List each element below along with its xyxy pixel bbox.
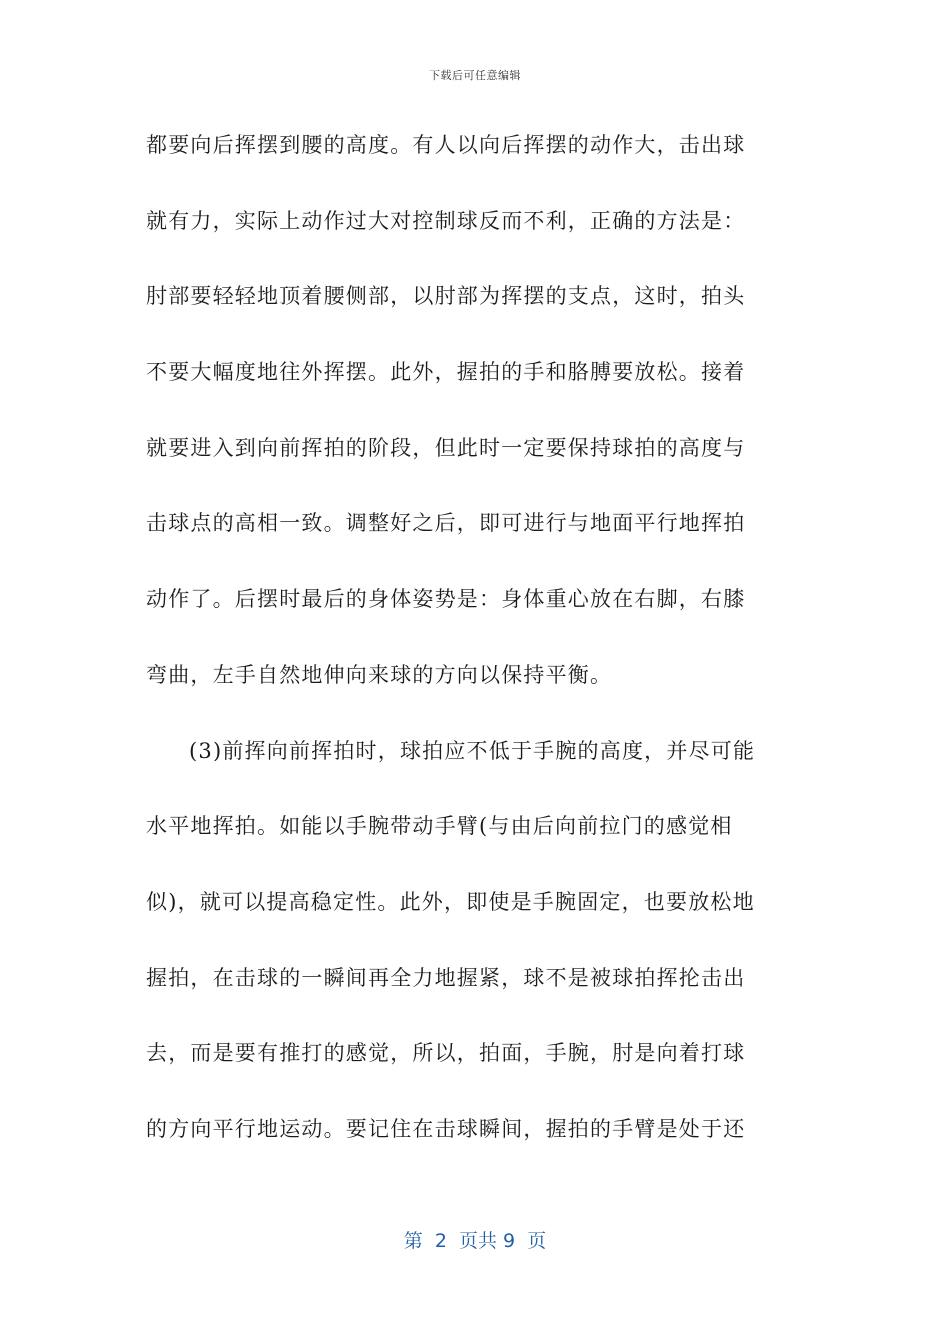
text-line: 就要进入到向前挥拍的阶段，但此时一定要保持球拍的高度与 [146, 435, 746, 460]
header-note: 下载后可任意编辑 [429, 69, 521, 82]
text-line: 都要向后挥摆到腰的高度。有人以向后挥摆的动作大，击出球 [146, 133, 746, 157]
text-line: 就有力，实际上动作过大对控制球反而不利，正确的方法是： [146, 208, 746, 233]
text-line: 去，而是要有推打的感觉，所以，拍面，手腕，肘是向着打球 [146, 1041, 746, 1066]
text-line: 不要大幅度地往外挥摆。此外，握拍的手和胳膊要放松。接着 [146, 360, 746, 385]
text-line-paragraph-start: (3)前挥向前挥拍时，球拍应不低于手腕的高度，并尽可能 [189, 738, 756, 763]
text-line: 似)，就可以提高稳定性。此外，即使是手腕固定，也要放松地 [146, 889, 755, 914]
text-line: 弯曲，左手自然地伸向来球的方向以保持平衡。 [146, 662, 613, 687]
text-line: 的方向平行地运动。要记住在击球瞬间，握拍的手臂是处于还 [146, 1116, 746, 1141]
text-line: 水平地挥拍。如能以手腕带动手臂(与由后向前拉门的感觉相 [146, 814, 733, 839]
page-number-footer: 第 2 页共 9 页 [403, 1230, 547, 1252]
text-line: 动作了。后摆时最后的身体姿势是：身体重心放在右脚，右膝 [146, 587, 746, 612]
text-line: 击球点的高相一致。调整好之后，即可进行与地面平行地挥拍 [146, 511, 746, 536]
document-body [146, 126, 806, 1186]
text-line: 握拍，在击球的一瞬间再全力地握紧，球不是被球拍挥抡击出 [146, 965, 746, 990]
text-line: 肘部要轻轻地顶着腰侧部，以肘部为挥摆的支点，这时，拍头 [146, 284, 746, 309]
